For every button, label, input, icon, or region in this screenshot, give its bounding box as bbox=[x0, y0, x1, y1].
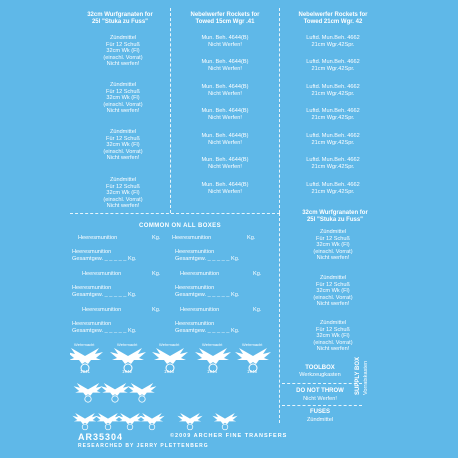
right-pair-3: Luftd. Mun.Beh. 4662 21cm Wgr.42Spr. bbox=[306, 84, 360, 97]
eagle-text-1: Wehrmacht bbox=[74, 342, 95, 347]
heeres-5a: Heeresmunition bbox=[82, 307, 122, 313]
eagle-text-3: Wehrmacht bbox=[159, 342, 180, 347]
middle-pair-1: Mun. Beh. 4644(B) Nicht Werfen! bbox=[201, 35, 249, 48]
right-pair-1: Luftd. Mun.Beh. 4662 21cm Wgr.42Spr. bbox=[306, 35, 360, 48]
eagle-icon bbox=[72, 413, 97, 430]
right-header: Nebelwerfer Rockets for Towed 21cm Wgr. 42 bbox=[298, 12, 368, 25]
heeres-6a: Heeresmunition bbox=[72, 321, 112, 327]
do-not-throw-label: DO NOT THROW bbox=[296, 388, 344, 394]
copyright: ©2009 ARCHER FINE TRANSFERS bbox=[170, 433, 288, 439]
left-block-1: Zündmittel Für 12 Schuß 32cm Wk (Fl) (einschl. Vorrat) Nicht werfen! bbox=[103, 35, 143, 68]
fuses-label: FUSES bbox=[309, 409, 330, 415]
eagle-year-3: 1943 bbox=[164, 369, 175, 374]
kg-1b: Kg. bbox=[247, 235, 256, 241]
heeres-3b: Heeresmunition bbox=[180, 271, 220, 277]
eagle-icon bbox=[95, 413, 120, 430]
gesamt-2a: Gesamtgew. _ _ _ _ _ Kg. bbox=[72, 256, 137, 262]
kg-5b: Kg. bbox=[253, 307, 262, 313]
gesamt-4a: Gesamtgew. _ _ _ _ _ Kg. bbox=[72, 292, 137, 298]
vorratskasten-label: Vorratskasten bbox=[363, 360, 369, 395]
heeres-4b: Heeresmunition bbox=[175, 285, 215, 291]
middle-pair-2: Mun. Beh. 4644(B) Nicht Werfen! bbox=[201, 59, 249, 72]
gesamt-4b: Gesamtgew. _ _ _ _ _ Kg. bbox=[175, 292, 240, 298]
divider-middle-h bbox=[70, 213, 280, 214]
heeres-2b: Heeresmunition bbox=[175, 249, 215, 255]
right-lower-block-3: Zündmittel Für 12 Schuß 32cm Wk (Fl) (einschl. Vorrat) Nicht werfen! bbox=[313, 320, 353, 353]
eagle-text-5: Wehrmacht bbox=[242, 342, 263, 347]
heeres-4a: Heeresmunition bbox=[72, 285, 112, 291]
fuses-divider bbox=[282, 405, 362, 406]
right-pair-6: Luftd. Mun.Beh. 4662 21cm Wgr.42Spr. bbox=[306, 157, 360, 170]
kg-1a: Kg. bbox=[152, 235, 161, 241]
middle-header: Nebelwerfer Rockets for Towed 15cm Wgr .41 bbox=[190, 12, 260, 25]
right-lower-block-2: Zündmittel Für 12 Schuß 32cm Wk (Fl) (einschl. Vorrat) Nicht werfen! bbox=[313, 275, 353, 308]
eagle-year-5: 1945 bbox=[247, 369, 258, 374]
right-pair-7: Luftd. Mun.Beh. 4662 21cm Wgr.42Spr. bbox=[306, 182, 360, 195]
toolbox-divider bbox=[282, 383, 362, 384]
eagle-row-bottom bbox=[72, 413, 237, 430]
researched-by: RESEARCHED BY JERRY PLETTENBERG bbox=[78, 443, 209, 449]
right-pair-2: Luftd. Mun.Beh. 4662 21cm Wgr.42Spr. bbox=[306, 59, 360, 72]
eagle-icon bbox=[101, 383, 130, 402]
gesamt-6b: Gesamtgew. _ _ _ _ _ Kg. bbox=[175, 328, 240, 334]
middle-pair-5: Mun. Beh. 4644(B) Nicht Werfen! bbox=[201, 133, 249, 146]
eagle-icon bbox=[177, 413, 202, 430]
eagle-emblem-group bbox=[70, 338, 280, 438]
eagle-icon bbox=[117, 413, 142, 430]
middle-pair-7: Mun. Beh. 4644(B) Nicht Werfen! bbox=[201, 182, 249, 195]
eagle-icon bbox=[74, 383, 103, 402]
zuendmittel-label: Zündmittel bbox=[306, 417, 334, 423]
middle-pair-3: Mun. Beh. 4644(B) Nicht Werfen! bbox=[201, 84, 249, 97]
eagle-row-middle bbox=[74, 383, 157, 402]
toolbox-label: TOOLBOX bbox=[305, 365, 335, 371]
right-pair-4: Luftd. Mun.Beh. 4662 21cm Wgr.42Spr. bbox=[306, 108, 360, 121]
left-block-3: Zündmittel Für 12 Schuß 32cm Wk (Fl) (einschl. Vorrat) Nicht werfen! bbox=[103, 129, 143, 162]
eagle-year-2: 1942 bbox=[122, 369, 133, 374]
divider-left bbox=[170, 8, 171, 213]
eagle-year-1: 1941 bbox=[80, 369, 91, 374]
kg-5a: Kg. bbox=[152, 307, 161, 313]
heeres-5b: Heeresmunition bbox=[180, 307, 220, 313]
gesamt-6a: Gesamtgew. _ _ _ _ _ Kg. bbox=[72, 328, 137, 334]
right-lower-block-1: Zündmittel Für 12 Schuß 32cm Wk (Fl) (einschl. Vorrat) Nicht werfen! bbox=[313, 229, 353, 262]
common-header: COMMON ON ALL BOXES bbox=[139, 223, 221, 229]
heeres-1b: Heeresmunition bbox=[172, 235, 212, 241]
gesamt-2b: Gesamtgew. _ _ _ _ _ Kg. bbox=[175, 256, 240, 262]
right-pair-5: Luftd. Mun.Beh. 4662 21cm Wgr.42Spr. bbox=[306, 133, 360, 146]
supply-box-label: SUPPLY BOX bbox=[355, 356, 361, 395]
right-lower-header: 32cm Wurfgranaten for 25l "Stuka zu Fuss" bbox=[302, 210, 368, 223]
left-header: 32cm Wurfgranaten for 25l "Stuka zu Fuss" bbox=[87, 12, 153, 25]
heeres-6b: Heeresmunition bbox=[175, 321, 215, 327]
product-code: AR35304 bbox=[78, 432, 124, 442]
kg-3a: Kg. bbox=[152, 271, 161, 277]
eagle-text-2: Wehrmacht bbox=[117, 342, 138, 347]
middle-pair-6: Mun. Beh. 4644(B) Nicht Werfen! bbox=[201, 157, 249, 170]
eagle-text-4: Wehrmacht bbox=[202, 342, 223, 347]
eagle-year-4: 1944 bbox=[207, 369, 218, 374]
left-block-4: Zündmittel Für 12 Schuß 32cm Wk (Fl) (einschl. Vorrat) Nicht werfen! bbox=[103, 177, 143, 210]
nicht-werfen-label: Nicht Werfen! bbox=[303, 396, 337, 402]
kg-3b: Kg. bbox=[253, 271, 262, 277]
heeres-2a: Heeresmunition bbox=[72, 249, 112, 255]
eagle-icon bbox=[128, 383, 157, 402]
werkzeug-label: Werkzeugkasten bbox=[299, 372, 341, 378]
eagle-icon bbox=[212, 413, 237, 430]
heeres-1a: Heeresmunition bbox=[78, 235, 118, 241]
middle-pair-4: Mun. Beh. 4644(B) Nicht Werfen! bbox=[201, 108, 249, 121]
heeres-3a: Heeresmunition bbox=[82, 271, 122, 277]
divider-right bbox=[279, 8, 280, 213]
eagle-icon bbox=[139, 413, 164, 430]
left-block-2: Zündmittel Für 12 Schuß 32cm Wk (Fl) (einschl. Vorrat) Nicht werfen! bbox=[103, 82, 143, 115]
